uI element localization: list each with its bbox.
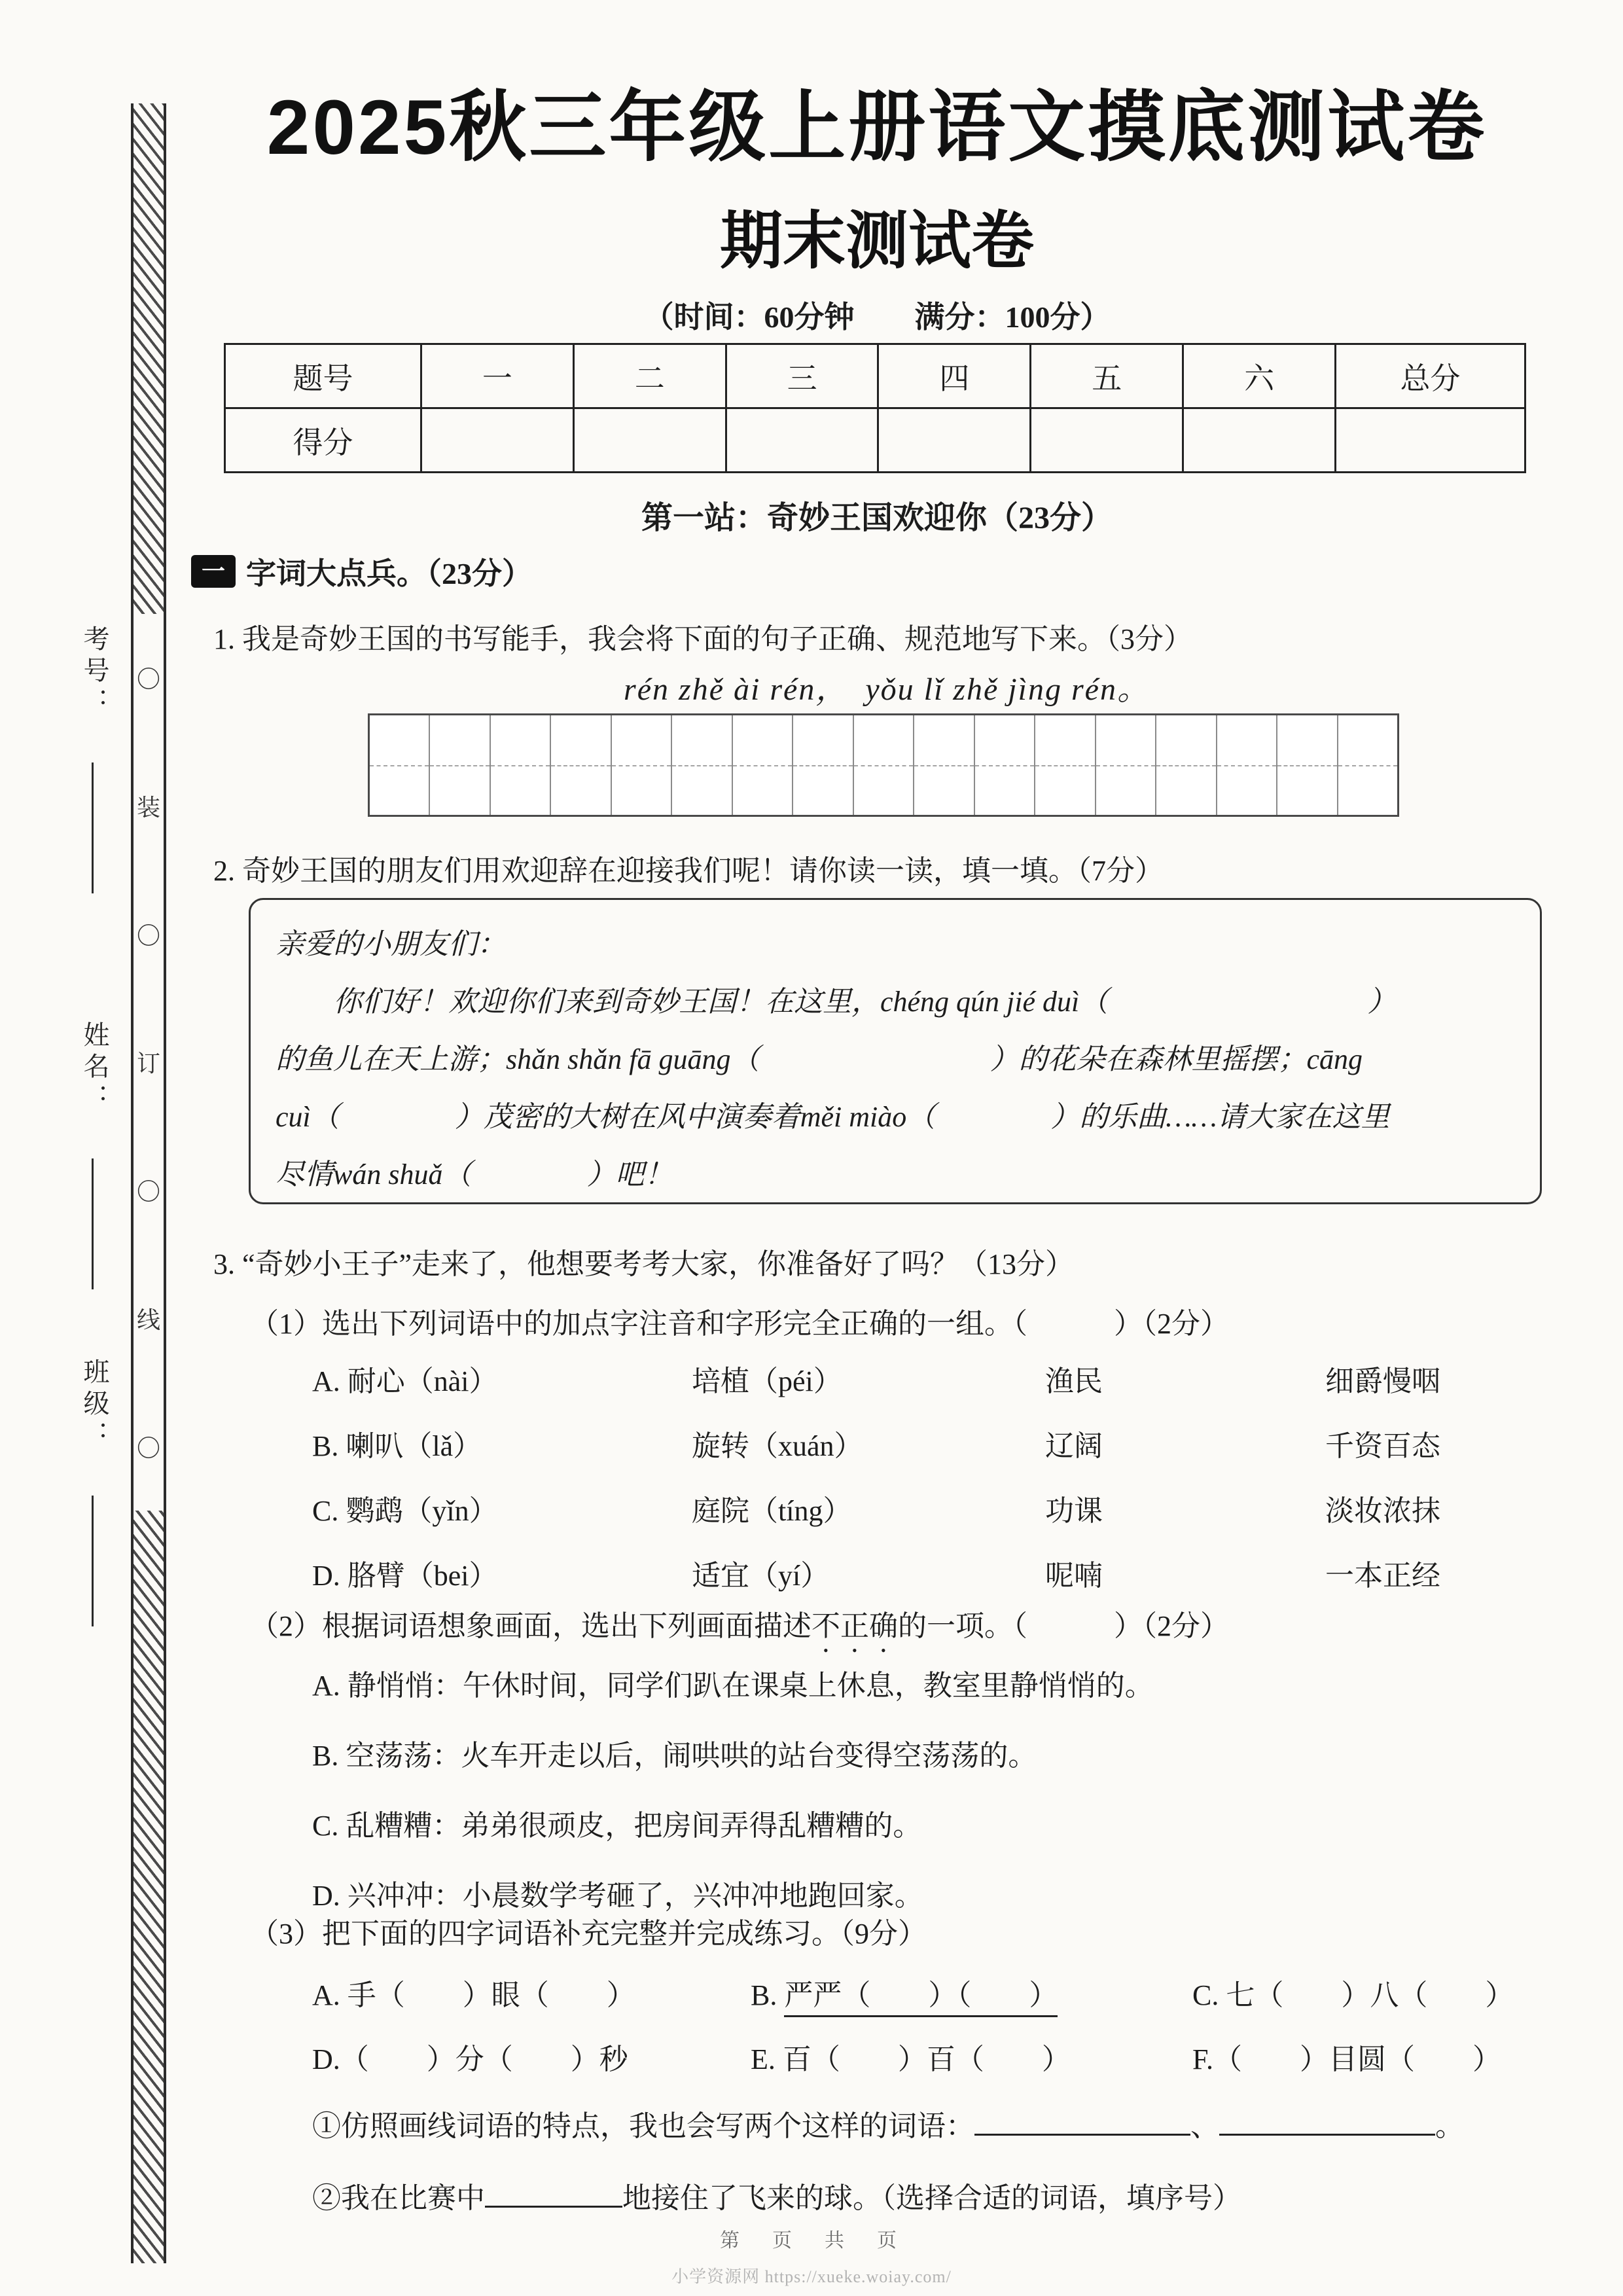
writing-cell[interactable] [1217,715,1277,815]
q3-2-suffix: 的一项。（ ）（2分） [898,1610,1229,1642]
score-table [224,343,1526,473]
score-empty-cell[interactable] [726,408,878,473]
score-empty-cell[interactable] [421,408,574,473]
option-cell: B. 喇叭（lǎ） [312,1429,482,1462]
binding-char: 订 [136,1050,160,1077]
binding-line-labels [134,614,164,1511]
option-line: B. 空荡荡：火车开走以后，闹哄哄的站台变得空荡荡的。 [312,1740,1037,1772]
idiom-row-1 [312,1971,1514,2013]
option-cell: C. 鹦鹉（yǐn） [312,1494,498,1527]
binding-char: 〇 [136,1179,160,1206]
student-name-label: 姓名： [80,1021,109,1115]
option-cell: 细爵慢咽 [1325,1365,1440,1397]
score-table-header-cell: 五 [1031,344,1183,408]
writing-cell[interactable] [1156,715,1217,815]
page-subtitle: 期末测试卷 [720,206,1034,276]
section-title: 字词大点兵。（23分） [246,557,532,590]
idiom-a: A. 手（ ）眼（ ） [312,1979,635,2011]
writing-cell[interactable] [672,715,732,815]
question-3-1-text: （1）选出下列词语中的加点字注音和字形完全正确的一组。（ ）（2分） [250,1308,1229,1340]
exercise-1-end: 。 [1435,2110,1464,2142]
page-title: 2025秋三年级上册语文摸底测试卷 [266,84,1488,171]
option-line: D. 兴冲冲：小晨数学考砸了，兴冲冲地跑回家。 [312,1880,923,1912]
option-cell: 旋转（xuán） [692,1429,863,1462]
writing-cell[interactable] [551,715,611,815]
option-cell: 功课 [1045,1494,1103,1527]
class-label: 班级： [80,1358,109,1452]
binding-hatch-bottom [134,1511,164,2263]
binding-char: 〇 [136,922,160,949]
letter-line: 尽情wán shuǎ（ ）吧！ [276,1158,673,1191]
writing-cell[interactable] [1277,715,1338,815]
page-footer: 第 页 共 页 [720,2230,903,2251]
score-table-header-cell: 六 [1183,344,1336,408]
score-table-header-cell: 题号 [225,344,421,408]
binding-char: 线 [136,1306,160,1333]
exercise-1-line [312,2102,1464,2144]
option-line: C. 乱糟糟：弟弟很顽皮，把房间弄得乱糟糟的。 [312,1810,922,1842]
score-table-score-row [225,408,1525,473]
score-table-header-cell: 一 [421,344,574,408]
writing-cell[interactable] [793,715,853,815]
q3-2-emphasized-word: 不正确 [812,1610,898,1642]
option-cell: 培植（péi） [692,1365,842,1397]
writing-cell[interactable] [1035,715,1096,815]
exercise-2-prefix: ②我在比赛中 [312,2182,485,2214]
writing-cell[interactable] [975,715,1035,815]
option-line: A. 静悄悄：午休时间，同学们趴在课桌上休息，教室里静悄悄的。 [312,1670,1154,1702]
writing-cell[interactable] [854,715,914,815]
option-cell: 一本正经 [1325,1559,1440,1592]
letter-line: 你们好！欢迎你们来到奇妙王国！在这里，chéng qún jié duì（ ） [276,986,1397,1018]
score-table-header-cell: 四 [878,344,1031,408]
binding-char: 〇 [136,666,160,693]
score-table-header-cell: 总分 [1336,344,1525,408]
idiom-b-underlined: 严严（ ）（ ） [784,1979,1058,2017]
option-cell: 庭院（tíng） [692,1494,852,1527]
exam-meta: （时间：60分钟 满分：100分） [643,300,1111,334]
binding-strip [131,103,166,2263]
exam-number-label: 考号： [80,625,109,719]
score-empty-cell[interactable] [878,408,1031,473]
station-heading: 第一站：奇妙王国欢迎你（23分） [641,501,1113,535]
option-cell: A. 耐心（nài） [312,1365,498,1397]
writing-grid [368,713,1399,817]
answer-blank-2[interactable] [1219,2107,1435,2136]
writing-cell[interactable] [491,715,551,815]
writing-cell[interactable] [612,715,672,815]
idiom-b-label: B. [751,1979,785,2011]
exercise-1-prefix: ①仿照画线词语的特点，我也会写两个这样的词语： [312,2110,974,2142]
question-3-text: 3. “奇妙小王子”走来了，他想要考考大家，你准备好了吗？（13分） [213,1248,1075,1280]
idiom-d: D.（ ）分（ ）秒 [312,2043,628,2075]
section-number-badge: 一 [191,555,236,588]
option-cell: 千资百态 [1325,1429,1440,1462]
idiom-f: F.（ ）目圆（ ） [1192,2043,1501,2075]
exercise-2-suffix: 地接住了飞来的球。（选择合适的词语，填序号） [622,2182,1241,2214]
option-cell: 渔民 [1045,1365,1103,1397]
exercise-1-separator: 、 [1190,2110,1219,2142]
welcome-letter-box [249,898,1542,1204]
score-table-header-row [225,344,1525,408]
binding-char: 装 [136,795,160,821]
letter-line: cuì（ ）茂密的大树在风中演奏着měi miào（ ）的乐曲……请大家在这里 [276,1101,1390,1133]
idiom-b [751,1971,1192,2013]
answer-blank-1[interactable] [974,2107,1190,2136]
option-cell: D. 胳臂（bei） [312,1559,498,1592]
question-3-2-options [312,1651,1154,1931]
writing-cell[interactable] [1096,715,1156,815]
writing-cell[interactable] [733,715,793,815]
question-1-pinyin: rén zhě ài rén， yǒu lǐ zhě jìng rén。 [624,672,1150,707]
writing-cell[interactable] [370,715,430,815]
letter-line: 的鱼儿在天上游；shǎn shǎn fā guāng（ ）的花朵在森林里摇摆；cāng [276,1043,1363,1075]
option-cell: 适宜（yí） [692,1559,830,1592]
idiom-row-2 [312,2036,1501,2077]
source-link: 小学资源网 https://xueke.woiay.com/ [671,2267,952,2286]
option-cell: 淡妆浓抹 [1325,1494,1440,1527]
idiom-c: C. 七（ ）八（ ） [1192,1979,1514,2011]
binding-char: 〇 [136,1435,160,1462]
exercise-2-line [312,2174,1241,2216]
writing-cell[interactable] [430,715,490,815]
score-table-header-cell: 三 [726,344,878,408]
question-3-1-options [312,1346,1543,1605]
score-table-header-cell: 二 [573,344,726,408]
score-empty-cell[interactable] [1183,408,1336,473]
option-cell: 辽阔 [1045,1429,1103,1462]
option-cell: 呢喃 [1045,1559,1103,1592]
answer-blank-3[interactable] [485,2179,622,2208]
writing-cell[interactable] [1338,715,1397,815]
question-2-text: 2. 奇妙王国的朋友们用欢迎辞在迎接我们呢！请你读一读，填一填。（7分） [213,855,1164,887]
class-blank[interactable] [92,1496,94,1626]
exam-number-blank[interactable] [92,762,94,893]
student-name-blank[interactable] [92,1158,94,1289]
score-empty-cell[interactable] [1031,408,1183,473]
section-1-header [191,550,532,593]
writing-cell[interactable] [914,715,974,815]
q3-2-prefix: （2）根据词语想象画面，选出下列画面描述 [250,1610,812,1642]
idiom-e: E. 百（ ）百（ ） [751,2043,1071,2075]
question-3-3-text: （3）把下面的四字词语补充完整并完成练习。（9分） [250,1918,927,1950]
question-1-text: 1. 我是奇妙王国的书写能手，我会将下面的句子正确、规范地写下来。（3分） [213,623,1192,655]
score-empty-cell[interactable] [573,408,726,473]
letter-body [276,973,1515,1204]
binding-hatch-top [134,103,164,614]
score-label-cell: 得分 [225,408,421,473]
score-empty-cell[interactable] [1336,408,1525,473]
letter-salutation: 亲爱的小朋友们： [276,928,506,960]
